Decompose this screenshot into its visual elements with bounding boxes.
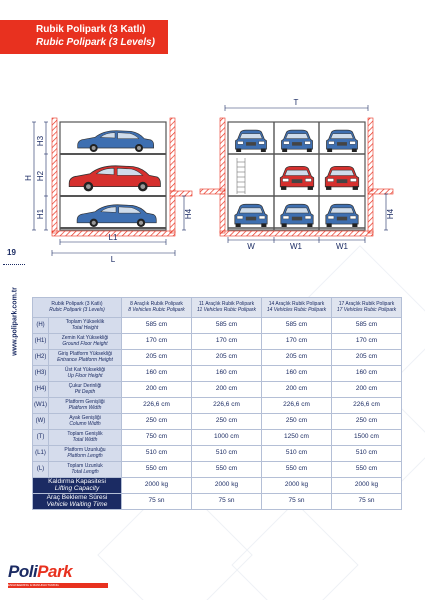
dim-h2: H2 xyxy=(36,170,45,182)
table-cell: 226,6 cm xyxy=(262,398,332,414)
dim-h1: H1 xyxy=(36,208,45,220)
table-cell: 75 sn xyxy=(122,494,192,510)
table-cell: 585 cm xyxy=(122,318,192,334)
dim-l: L xyxy=(110,255,116,264)
table-cell: 750 cm xyxy=(122,430,192,446)
front-view xyxy=(200,98,395,251)
car-side-blue-top xyxy=(78,131,154,152)
page-number: 19 xyxy=(7,248,16,257)
car-front-blue xyxy=(326,130,357,152)
front-left-pit-wall xyxy=(220,194,225,233)
table-row-highlight xyxy=(33,494,402,510)
row-code: (H) xyxy=(33,318,49,334)
dim-h3: H3 xyxy=(36,135,45,147)
table-cell: 250 cm xyxy=(192,414,262,430)
table-cell: 2000 kg xyxy=(192,478,262,494)
row-code: (W) xyxy=(33,414,49,430)
table-cell: 160 cm xyxy=(192,366,262,382)
table-cell: 510 cm xyxy=(262,446,332,462)
parking-diagram xyxy=(24,96,404,266)
table-row xyxy=(33,366,402,382)
row-label: Üst Kat Yüksekliği Up Floor Height xyxy=(49,366,122,382)
car-front-blue xyxy=(281,130,312,152)
table-cell: 2000 kg xyxy=(262,478,332,494)
ladder xyxy=(237,158,245,194)
row-label: Toplam Uzunluk Total Length xyxy=(49,462,122,478)
right-wall-upper xyxy=(170,118,175,191)
table-cell: 205 cm xyxy=(122,350,192,366)
page-title: Rubik Polipark (3 Katlı) xyxy=(36,24,146,35)
table-cell: 205 cm xyxy=(262,350,332,366)
table-cell: 160 cm xyxy=(332,366,402,382)
car-front-blue xyxy=(235,130,266,152)
page-dots-divider xyxy=(3,264,25,265)
table-cell: 550 cm xyxy=(332,462,402,478)
polipark-logo[interactable]: PoliPark xyxy=(8,562,73,581)
table-cell: 160 cm xyxy=(262,366,332,382)
car-front-blue xyxy=(326,204,358,227)
car-front-red xyxy=(280,166,313,190)
row-label: Araç Bekleme Süresi Vehicle Waiting Time xyxy=(33,494,122,510)
table-cell: 250 cm xyxy=(332,414,402,430)
row-label: Platform Genişliği Platform Width xyxy=(49,398,122,414)
table-cell: 160 cm xyxy=(122,366,192,382)
row-code: (H2) xyxy=(33,350,49,366)
table-cell: 585 cm xyxy=(262,318,332,334)
car-side-blue-bottom xyxy=(77,205,156,227)
row-label: Ayak Genişliği Column Width xyxy=(49,414,122,430)
front-pit-floor xyxy=(220,231,373,236)
column-header: 8 Araçlık Rubik Polipark 8 Vehicles Rubic Polipark xyxy=(122,298,192,318)
table-cell: 75 sn xyxy=(262,494,332,510)
row-label: Zemin Kat Yüksekliği Ground Floor Height xyxy=(49,334,122,350)
dim-w: W xyxy=(247,242,255,251)
table-row xyxy=(33,350,402,366)
row-code: (H3) xyxy=(33,366,49,382)
car-side-red-middle xyxy=(69,166,160,192)
table-cell: 200 cm xyxy=(262,382,332,398)
table-cell: 170 cm xyxy=(122,334,192,350)
car-front-blue xyxy=(235,204,267,227)
background-diamond xyxy=(231,501,358,600)
column-header: 17 Araçlık Rubik Polipark 17 Vehicles Rubic Polipark xyxy=(332,298,402,318)
table-row xyxy=(33,446,402,462)
table-cell: 226,6 cm xyxy=(122,398,192,414)
table-cell: 1250 cm xyxy=(262,430,332,446)
table-cell: 550 cm xyxy=(262,462,332,478)
table-row xyxy=(33,398,402,414)
row-label: Çukur Derinliği Pit Depth xyxy=(49,382,122,398)
table-cell: 510 cm xyxy=(192,446,262,462)
row-code: (W1) xyxy=(33,398,49,414)
table-row xyxy=(33,334,402,350)
dim-w1: W1 xyxy=(336,242,348,251)
table-cell: 585 cm xyxy=(332,318,402,334)
table-cell: 1500 cm xyxy=(332,430,402,446)
page-subtitle: Rubic Polipark (3 Levels) xyxy=(36,37,155,48)
table-row xyxy=(33,462,402,478)
column-header: 11 Araçlık Rubik Polipark 11 Vehicles Rubic Polipark xyxy=(192,298,262,318)
table-cell: 510 cm xyxy=(122,446,192,462)
table-row xyxy=(33,430,402,446)
row-code: (L) xyxy=(33,462,49,478)
right-wall-pit xyxy=(170,196,175,233)
table-cell: 1000 cm xyxy=(192,430,262,446)
row-label: Toplam Genişlik Total Width xyxy=(49,430,122,446)
column-header: 14 Araçlık Rubik Polipark 14 Vehicles Rubic Polipark xyxy=(262,298,332,318)
dim-h: H xyxy=(24,175,33,181)
dim-t: T xyxy=(293,98,299,107)
table-cell: 200 cm xyxy=(192,382,262,398)
front-left-slab xyxy=(200,189,225,194)
table-row xyxy=(33,382,402,398)
table-cell: 250 cm xyxy=(262,414,332,430)
car-front-red xyxy=(325,166,358,190)
table-cell: 170 cm xyxy=(332,334,402,350)
row-label: Platform Uzunluğu Platform Length xyxy=(49,446,122,462)
row-label: Kaldırma Kapasitesi Lifting Capacity xyxy=(33,478,122,494)
row-label: Toplam Yükseklik Total Height xyxy=(49,318,122,334)
dim-h4: H4 xyxy=(184,208,193,220)
front-right-pit-wall xyxy=(368,194,373,233)
table-cell: 2000 kg xyxy=(122,478,192,494)
front-left-wall xyxy=(220,118,225,191)
ground-slab xyxy=(170,191,192,196)
car-front-blue xyxy=(281,204,313,227)
website-url[interactable]: www.polipark.com.tr xyxy=(11,287,19,356)
dim-h4-front: H4 xyxy=(386,208,395,220)
logo-tagline: ENGINEERING & MANUFACTURING xyxy=(8,583,108,588)
table-cell: 75 sn xyxy=(332,494,402,510)
front-right-wall xyxy=(368,118,373,191)
table-cell: 170 cm xyxy=(192,334,262,350)
table-cell: 510 cm xyxy=(332,446,402,462)
table-cell: 2000 kg xyxy=(332,478,402,494)
table-cell: 200 cm xyxy=(122,382,192,398)
table-cell: 200 cm xyxy=(332,382,402,398)
dim-l1: L1 xyxy=(108,233,118,242)
table-cell: 205 cm xyxy=(192,350,262,366)
table-cell: 75 sn xyxy=(192,494,262,510)
row-code: (T) xyxy=(33,430,49,446)
left-wall xyxy=(52,118,57,233)
table-cell: 550 cm xyxy=(122,462,192,478)
side-view xyxy=(24,118,193,264)
table-row-highlight xyxy=(33,478,402,494)
row-code: (H1) xyxy=(33,334,49,350)
table-cell: 205 cm xyxy=(332,350,402,366)
table-row xyxy=(33,318,402,334)
row-label: Giriş Platform Yüksekliği Entrance Platform Height xyxy=(49,350,122,366)
spec-table xyxy=(32,297,402,510)
table-cell: 550 cm xyxy=(192,462,262,478)
table-row xyxy=(33,414,402,430)
table-cell: 585 cm xyxy=(192,318,262,334)
row-code: (H4) xyxy=(33,382,49,398)
table-cell: 170 cm xyxy=(262,334,332,350)
table-cell: 226,6 cm xyxy=(332,398,402,414)
dim-w1: W1 xyxy=(290,242,302,251)
table-cell: 226,6 cm xyxy=(192,398,262,414)
row-code: (L1) xyxy=(33,446,49,462)
table-header-row xyxy=(33,298,402,318)
table-cell: 250 cm xyxy=(122,414,192,430)
front-right-slab xyxy=(368,189,393,194)
table-corner-header: Rubik Polipark (3 Katlı) Rubic Polipark (3 Levels) xyxy=(33,298,122,318)
